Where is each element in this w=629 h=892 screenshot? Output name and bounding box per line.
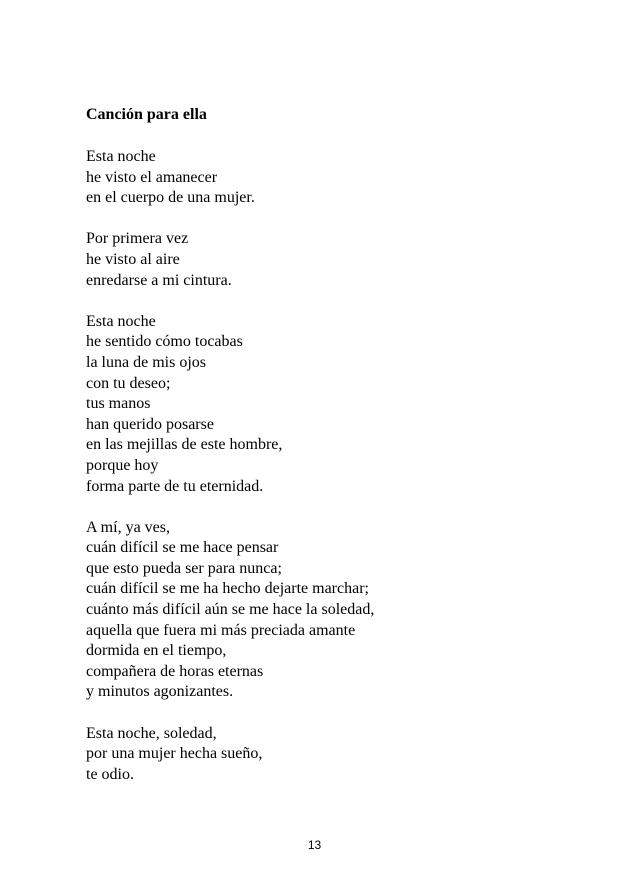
- poem-line: enredarse a mi cintura.: [86, 271, 232, 289]
- stanza-4: [86, 518, 606, 703]
- stanza-3: [86, 312, 606, 497]
- poem-line: cuánto más difícil aún se me hace la soledad,: [86, 601, 375, 619]
- poem-body: [86, 147, 606, 806]
- poem-line: compañera de horas eternas: [86, 662, 264, 680]
- poem-line: he visto al aire: [86, 250, 180, 268]
- poem-line: te odio.: [86, 765, 134, 783]
- poem-line: Esta noche: [86, 312, 156, 330]
- poem-line: forma parte de tu eternidad.: [86, 477, 264, 495]
- poem-line: Esta noche, soledad,: [86, 724, 217, 742]
- poem-line: han querido posarse: [86, 415, 214, 433]
- poem-line: por una mujer hecha sueño,: [86, 745, 263, 763]
- poem-line: y minutos agonizantes.: [86, 683, 234, 701]
- stanza-1: [86, 147, 606, 209]
- poem-line: en las mejillas de este hombre,: [86, 436, 283, 454]
- poem-line: cuán difícil se me hace pensar: [86, 539, 279, 557]
- page-number: 13: [307, 838, 322, 852]
- poem-line: Esta noche: [86, 148, 156, 165]
- poem-line: dormida en el tiempo,: [86, 642, 227, 660]
- poem-line: con tu deseo;: [86, 374, 171, 392]
- poem-line: he sentido cómo tocabas: [86, 333, 243, 351]
- poem-line: aquella que fuera mi más preciada amante: [86, 621, 356, 639]
- poem-line: en el cuerpo de una mujer.: [86, 189, 255, 207]
- poem-line: cuán difícil se me ha hecho dejarte marchar;: [86, 580, 369, 598]
- poem-line: tus manos: [86, 395, 151, 413]
- poem-title: Canción para ella: [86, 106, 207, 123]
- poem-line: que esto pueda ser para nunca;: [86, 559, 282, 577]
- poem-line: Por primera vez: [86, 230, 189, 248]
- stanza-2: [86, 229, 606, 291]
- poem-line: he visto el amanecer: [86, 168, 218, 186]
- poem-line: A mí, ya ves,: [86, 518, 170, 536]
- poem-line: la luna de mis ojos: [86, 353, 206, 371]
- stanza-5: [86, 724, 606, 786]
- poem-line: porque hoy: [86, 456, 159, 474]
